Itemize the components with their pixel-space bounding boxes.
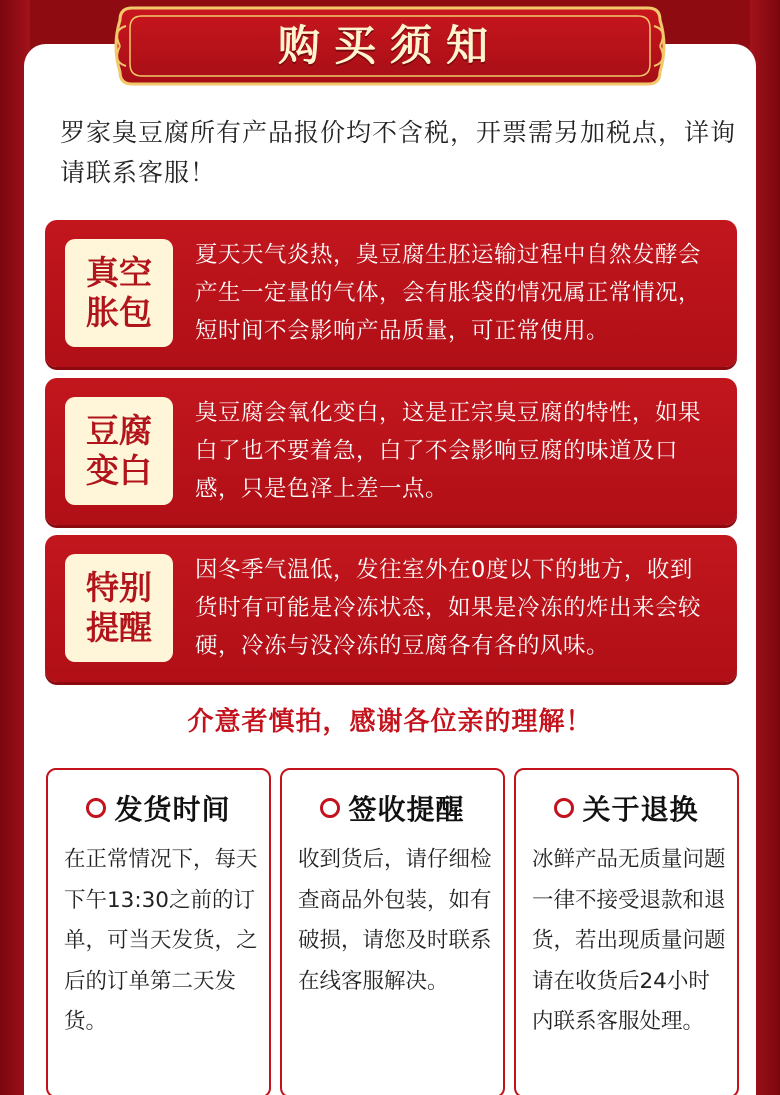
column-text: 收到货后，请仔细检查商品外包装，如有破损，请您及时联系在线客服解决。 [298, 847, 492, 994]
notice-text: 因冬季气温低，发往室外在0度以下的地方，收到货时有可能是冷冻状态，如果是冷冻的炸出来会较硬，冷冻与没冷冻的豆腐各有各的风味。 [195, 557, 702, 659]
notice-vacuum-swelling [45, 220, 737, 367]
title-banner [112, 0, 668, 92]
column-title: 签收提醒 [348, 793, 465, 826]
notice-text: 臭豆腐会氧化变白，这是正宗臭豆腐的特性，如果白了也不要着急，白了不会影响豆腐的味道及口感，只是色泽上差一点。 [195, 400, 702, 502]
column-header [516, 788, 737, 828]
column-shipping-time [46, 768, 271, 1095]
banner-title: 购买须知 [277, 21, 502, 70]
column-title: 发货时间 [114, 793, 231, 826]
column-title: 关于退换 [582, 793, 699, 826]
column-text: 冰鲜产品无质量问题一律不接受退款和退货，若出现质量问题请在收货后24小时内联系客服处理。 [532, 847, 726, 1034]
column-receipt-reminder [280, 768, 505, 1095]
notice-tag: 特别提醒 [65, 554, 173, 662]
notice-tag: 真空胀包 [65, 239, 173, 347]
notice-tofu-whitening [45, 378, 737, 525]
warning-text: 介意者慎拍，感谢各位亲的理解！ [187, 707, 593, 737]
notice-text: 夏天天气炎热，臭豆腐生胚运输过程中自然发酵会产生一定量的气体，会有胀袋的情况属正常情况，短时间不会影响产品质量，可正常使用。 [195, 242, 702, 344]
notice-special-reminder [45, 535, 737, 682]
intro-text: 罗家臭豆腐所有产品报价均不含税，开票需另加税点，详询请联系客服！ [60, 118, 737, 187]
circle-icon [554, 798, 574, 818]
column-text: 在正常情况下，每天下午13:30之前的订单，可当天发货，之后的订单第二天发货。 [64, 847, 258, 1034]
circle-icon [320, 798, 340, 818]
column-header [48, 788, 269, 828]
circle-icon [86, 798, 106, 818]
notice-tag: 豆腐变白 [65, 397, 173, 505]
column-header [282, 788, 503, 828]
column-returns [514, 768, 739, 1095]
